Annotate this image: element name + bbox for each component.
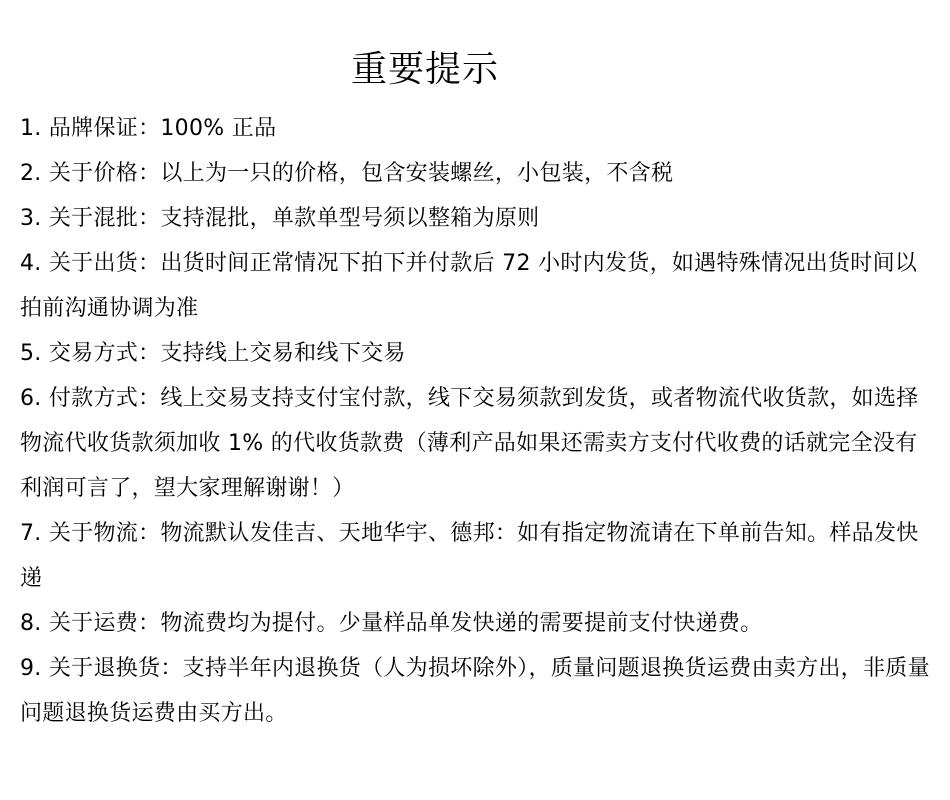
notes-list <box>20 106 930 736</box>
note-logistics: 7. 关于物流：物流默认发佳吉、天地华宇、德邦：如有指定物流请在下单前告知。样品发快递 <box>20 521 919 591</box>
note-brand-guarantee: 1. 品牌保证：100% 正品 <box>20 116 277 141</box>
note-payment-method: 6. 付款方式：线上交易支持支付宝付款，线下交易须款到发货，或者物流代收货款，如选择物流代收货款须加收 1% 的代收货款费（薄利产品如果还需卖方支付代收费的话就完全没有利润可言了，望大家理解谢谢！） <box>20 386 919 501</box>
note-freight: 8. 关于运费：物流费均为提付。少量样品单发快递的需要提前支付快递费。 <box>20 611 763 636</box>
note-mixed-batch: 3. 关于混批：支持混批，单款单型号须以整箱为原则 <box>20 206 540 231</box>
note-trade-method: 5. 交易方式：支持线上交易和线下交易 <box>20 341 406 366</box>
note-returns: 9. 关于退换货：支持半年内退换货（人为损坏除外），质量问题退换货运费由卖方出，非质量问题退换货运费由买方出。 <box>20 656 930 726</box>
note-price: 2. 关于价格：以上为一只的价格，包含安装螺丝，小包装，不含税 <box>20 161 674 186</box>
page-title: 重要提示 <box>350 49 499 91</box>
note-shipping: 4. 关于出货：出货时间正常情况下拍下并付款后 72 小时内发货，如遇特殊情况出货时间以拍前沟通协调为准 <box>20 251 918 321</box>
